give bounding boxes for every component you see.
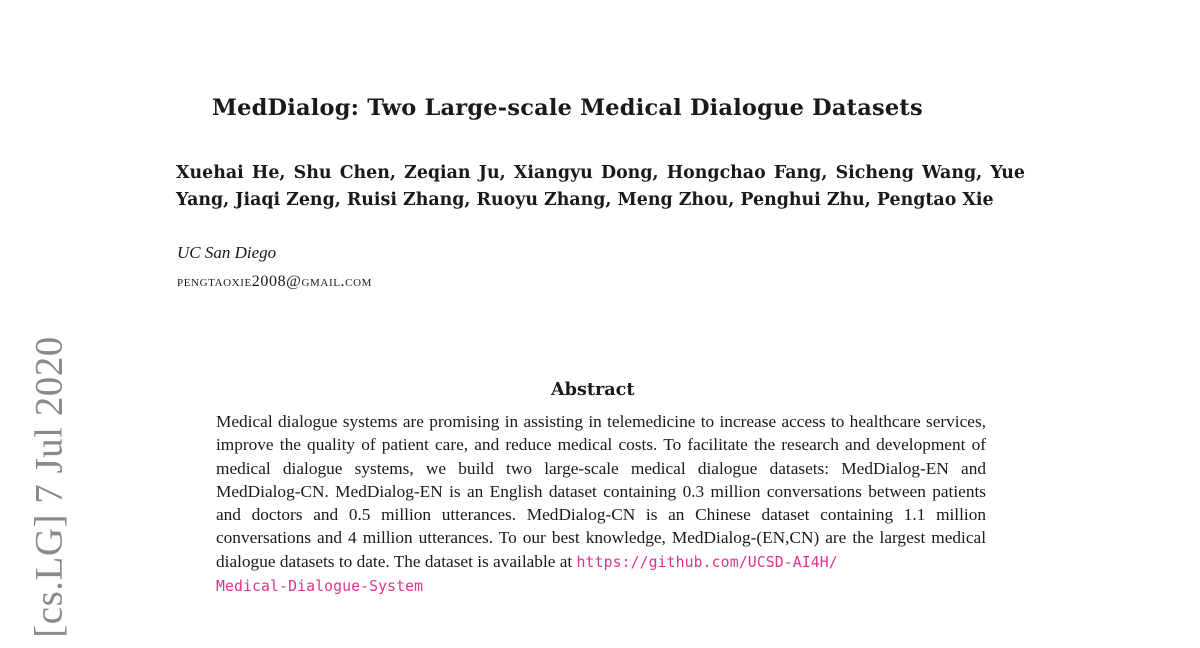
paper-title: MedDialog: Two Large-scale Medical Dialogue Datasets [212, 95, 923, 121]
author-list: Xuehai He, Shu Chen, Zeqian Ju, Xiangyu Dong, Hongchao Fang, Sicheng Wang, Yue Yang, Jiaqi Zeng, Ruisi Zhang, Ruoyu Zhang, Meng Zhou, Penghui Zhu, Pengtao Xie [176, 163, 1025, 210]
arxiv-identifier-stamp: [cs.LG] 7 Jul 2020 [27, 336, 71, 638]
dataset-link-line1: https://github.com/UCSD-AI4H/ [576, 553, 838, 571]
abstract-text: Medical dialogue systems are promising in assisting in telemedicine to increase access to healthcare services, improve the quality of patient care, and reduce medical costs. To facilitate the research and development of medical dialogue systems, we build two large-scale medical dialogue datasets: MedDialog-EN and MedDialog-CN. MedDialog-EN is an English dataset containing 0.3 million conversations between patients and doctors and 0.5 million utterances. MedDialog-CN is an Chinese dataset containing 1.1 million conversations and 4 million utterances. To our best knowledge, MedDialog-(EN,CN) are the largest medical dialogue datasets to date. The dataset is available at [216, 412, 986, 571]
abstract-body [216, 410, 986, 598]
author-email: pengtaoxie2008@gmail.com [177, 273, 373, 290]
dataset-link-line2: Medical-Dialogue-System [216, 577, 424, 595]
author-affiliation: UC San Diego [177, 243, 277, 262]
abstract-heading: Abstract [551, 379, 635, 400]
